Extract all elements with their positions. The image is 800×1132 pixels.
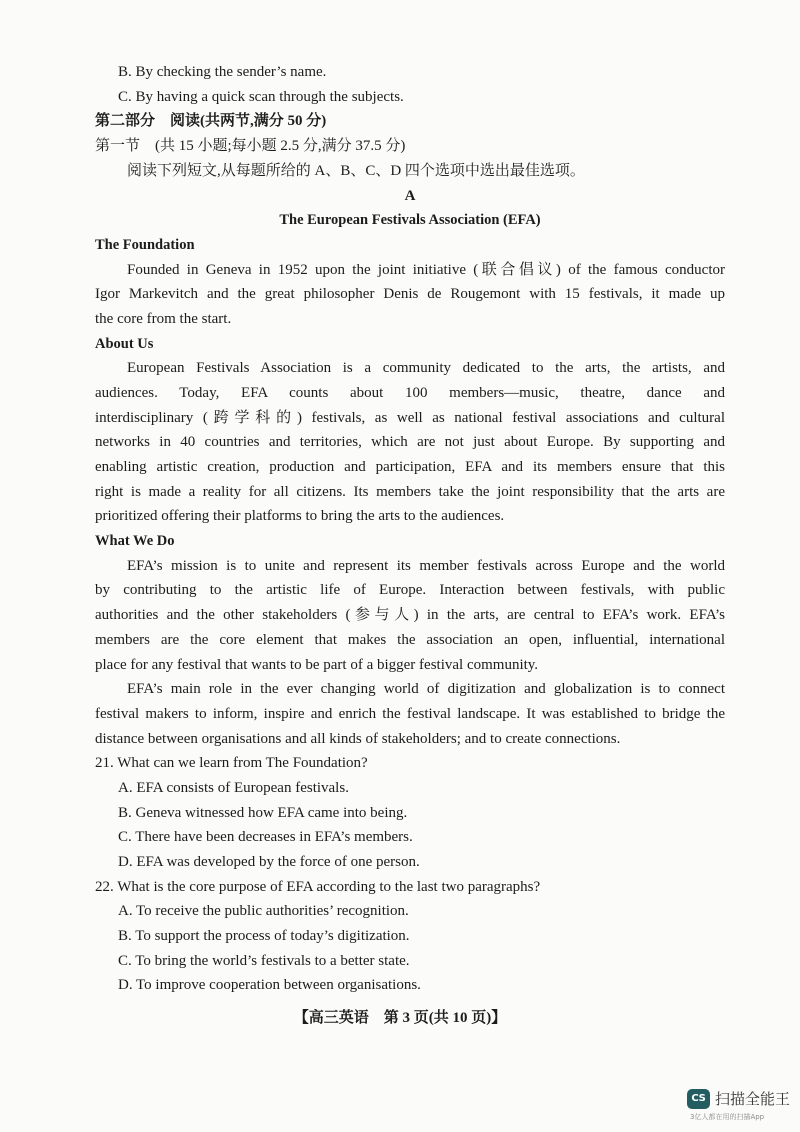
question-22 (95, 875, 725, 998)
option-d: D. To improve cooperation between organisations. (118, 977, 421, 994)
passage-label: A (404, 188, 416, 205)
question-stem: 21. What can we learn from The Foundation? (95, 755, 368, 772)
paragraph-line: enabling artistic creation, production and participation, EFA and its members ensure that this (95, 459, 725, 475)
paragraph-line: interdisciplinary (跨学科的) festivals, as well as national festival associations and cultural (95, 409, 725, 426)
foundation-heading: The Foundation (95, 236, 195, 253)
about-us-heading: About Us (95, 335, 154, 352)
paragraph-line: authorities and the other stakeholders (参与人) in the arts, are central to EFA’s work. EFA’s (95, 607, 725, 624)
previous-question-option-b: B. By checking the sender’s name. (118, 64, 327, 80)
paragraph-line: the core from the start. (95, 310, 232, 327)
what-we-do-heading: What We Do (95, 533, 175, 550)
paragraph-line: EFA’s main role in the ever changing world of digitization and globalization is to connect (127, 681, 725, 698)
option-b: B. To support the process of today’s digitization. (118, 928, 410, 945)
section-heading: 第一节 (共 15 小题;每小题 2.5 分,满分 37.5 分) (95, 138, 406, 155)
page-footer: 【高三英语 第 3 页(共 10 页)】 (293, 1010, 507, 1026)
watermark-brand: 扫描全能王 (715, 1090, 791, 1108)
option-c: C. To bring the world’s festivals to a better state. (118, 952, 410, 969)
previous-question-option-c: C. By having a quick scan through the subjects. (118, 88, 404, 105)
paragraph-line: networks in 40 countries and territories, which are not just about Europe. By supporting and (95, 434, 725, 451)
watermark-tagline: 3亿人都在用的扫描App (690, 1113, 765, 1121)
paragraph-line: EFA’s mission is to unite and represent its member festivals across Europe and the world (127, 557, 725, 574)
paragraph-line: distance between organisations and all kinds of stakeholders; and to create connections. (95, 730, 621, 747)
about-us-section (95, 332, 725, 530)
paragraph-line: festival makers to inform, inspire and enrich the festival landscape. It was established to bridge the (95, 705, 725, 722)
camscanner-logo-icon: CS (687, 1089, 710, 1109)
question-stem: 22. What is the core purpose of EFA according to the last two paragraphs? (95, 878, 541, 895)
paragraph-line: by contributing to the artistic life of Europe. Interaction between festivals, with public (95, 582, 725, 599)
paragraph-line: Founded in Geneva in 1952 upon the joint initiative (联合倡议) of the famous conductor (127, 261, 725, 278)
what-we-do-section (95, 529, 725, 751)
part-heading: 第二部分 阅读(共两节,满分 50 分) (95, 113, 327, 130)
camscanner-watermark (687, 1087, 797, 1127)
paragraph-line: European Festivals Association is a community dedicated to the arts, the artists, and (127, 360, 725, 377)
question-21 (95, 751, 725, 874)
passage-title: The European Festivals Association (EFA) (279, 212, 541, 229)
option-a: A. EFA consists of European festivals. (118, 779, 349, 796)
paragraph-line: prioritized offering their platforms to bring the arts to the audiences. (95, 508, 505, 525)
option-b: B. Geneva witnessed how EFA came into being. (118, 804, 408, 821)
instructions: 阅读下列短文,从每题所给的 A、B、C、D 四个选项中选出最佳选项。 (127, 162, 585, 179)
paragraph-line: audiences. Today, EFA counts about 100 members—music, theatre, dance and (95, 384, 725, 401)
foundation-section (95, 233, 725, 332)
option-d: D. EFA was developed by the force of one person. (118, 854, 420, 870)
paragraph-line: place for any festival that wants to be part of a bigger festival community. (95, 656, 539, 673)
option-a: A. To receive the public authorities’ recognition. (118, 903, 409, 920)
paragraph-line: Igor Markevitch and the great philosopher Denis de Rougemont with 15 festivals, it made up (95, 286, 725, 303)
paragraph-line: right is made a reality for all citizens. Its members take the joint responsibility that the arts are (95, 483, 725, 500)
exam-page-content (95, 60, 725, 998)
paragraph-line: members are the core element that makes the association an open, influential, international (95, 631, 725, 648)
option-c: C. There have been decreases in EFA’s members. (118, 829, 413, 846)
